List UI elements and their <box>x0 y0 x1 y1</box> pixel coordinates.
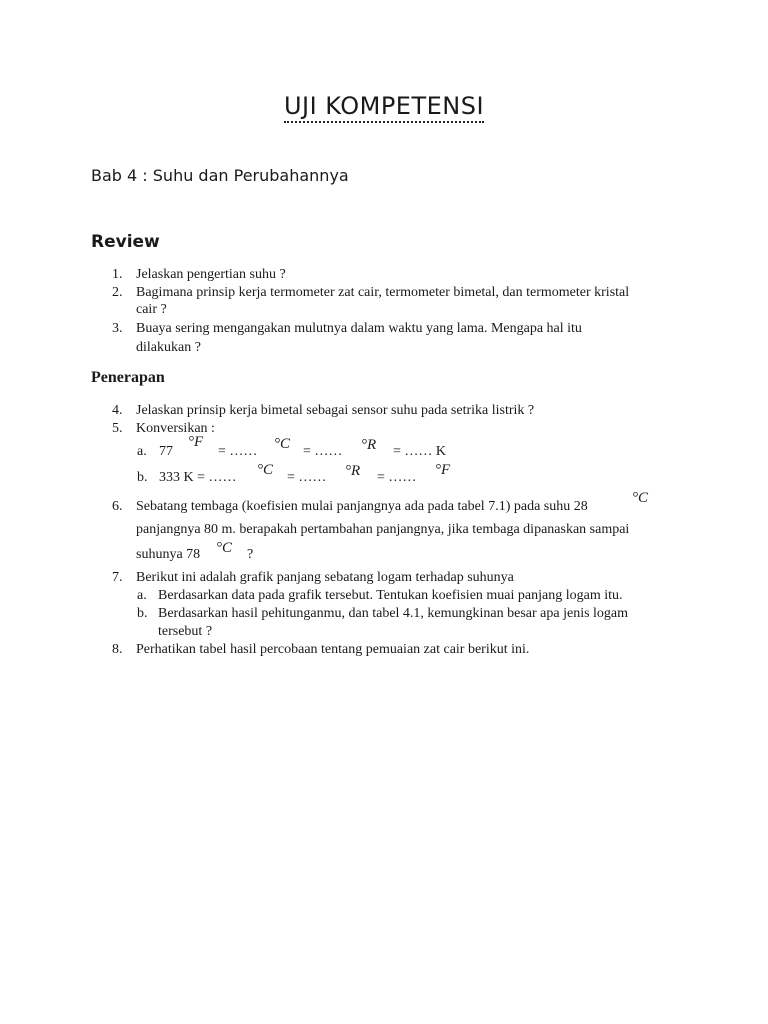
q5-text: Konversikan : <box>136 421 215 436</box>
q6-text-line1: Sebatang tembaga (koefisien mulai panjangnya ada pada tabel 7.1) pada suhu 28 <box>136 499 588 514</box>
q8-number: 8. <box>112 642 123 657</box>
q7-text: Berikut ini adalah grafik panjang sebatang logam terhadap suhunya <box>136 570 514 585</box>
q6-text-line3: suhunya 78 <box>136 547 201 562</box>
q3-text-line2: dilakukan ? <box>136 340 201 355</box>
chapter-heading: Bab 4 : Suhu dan Perubahannya <box>91 166 349 185</box>
q1-text: Jelaskan pengertian suhu ? <box>136 267 286 282</box>
q5a-eq1: = …… <box>218 444 258 459</box>
q2-text-line1: Bagimana prinsip kerja termometer zat cair, termometer bimetal, dan termometer kristal <box>136 285 630 300</box>
q4-text: Jelaskan prinsip kerja bimetal sebagai sensor suhu pada setrika listrik ? <box>136 403 535 418</box>
celsius-symbol: °C <box>632 490 649 506</box>
q5a-eq3: = …… K <box>393 444 447 459</box>
q5a-eq2: = …… <box>303 444 343 459</box>
q6-number: 6. <box>112 499 123 514</box>
q7b-text-line1: Berdasarkan hasil pehitunganmu, dan tabel 4.1, kemungkinan besar apa jenis logam <box>158 606 629 621</box>
q7b-label: b. <box>137 606 148 621</box>
q5a-label: a. <box>137 444 147 459</box>
fahrenheit-symbol: °F <box>435 462 451 478</box>
q1-number: 1. <box>112 267 123 282</box>
q4-number: 4. <box>112 403 123 418</box>
page-title: UJI KOMPETENSI <box>0 92 768 120</box>
q7-number: 7. <box>112 570 123 585</box>
q5-number: 5. <box>112 421 123 436</box>
q6-end: ? <box>247 547 254 562</box>
celsius-symbol: °C <box>274 436 291 452</box>
q5b-label: b. <box>137 470 148 485</box>
reaumur-symbol: °R <box>361 437 377 453</box>
celsius-symbol: °C <box>257 462 274 478</box>
fahrenheit-symbol: °F <box>188 434 204 450</box>
reaumur-symbol: °R <box>345 463 361 479</box>
q7a-text: Berdasarkan data pada grafik tersebut. Tentukan koefisien muai panjang logam itu. <box>158 588 623 603</box>
review-heading: Review <box>91 232 160 252</box>
q3-text-line1: Buaya sering mengangakan mulutnya dalam waktu yang lama. Mengapa hal itu <box>136 321 582 336</box>
q8-text: Perhatikan tabel hasil percobaan tentang pemuaian zat cair berikut ini. <box>136 642 530 657</box>
penerapan-heading: Penerapan <box>91 369 165 386</box>
q7b-text-line2: tersebut ? <box>158 624 213 639</box>
q5b-eq1: = …… <box>287 470 327 485</box>
q5b-value: 333 K = …… <box>159 470 237 485</box>
q6-text-line2: panjangnya 80 m. berapakah pertambahan panjangnya, jika tembaga dipanaskan sampai <box>136 522 630 537</box>
celsius-symbol: °C <box>216 540 233 556</box>
q5a-value: 77 <box>159 444 173 459</box>
q7a-label: a. <box>137 588 147 603</box>
q2-number: 2. <box>112 285 123 300</box>
q5b-eq2: = …… <box>377 470 417 485</box>
q3-number: 3. <box>112 321 123 336</box>
q2-text-line2: cair ? <box>136 302 167 317</box>
